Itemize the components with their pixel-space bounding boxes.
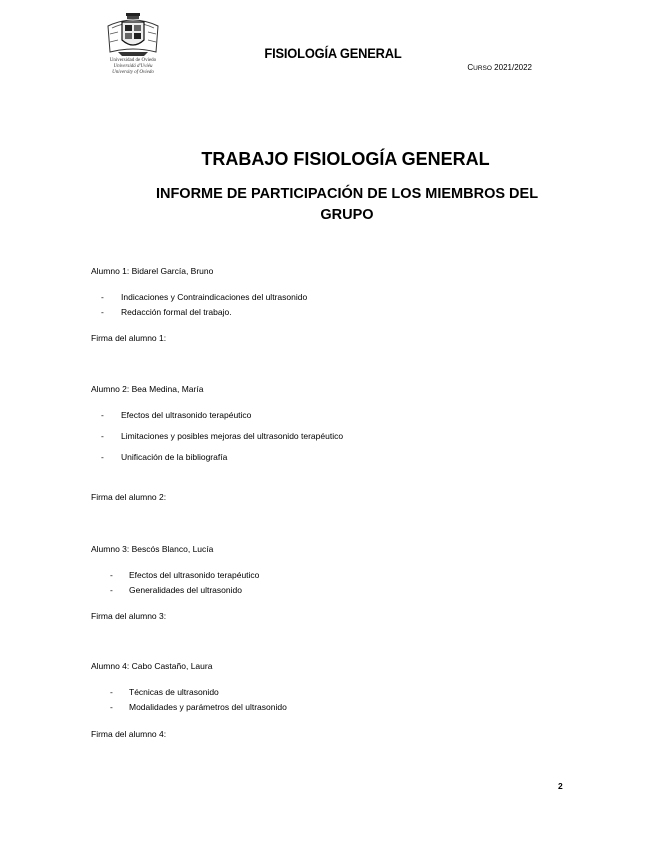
bullet-dash: -: [110, 687, 113, 697]
student-label: Alumno 3: Bescós Blanco, Lucía: [91, 544, 214, 554]
page-number: 2: [558, 781, 563, 791]
bullet-dash: -: [110, 585, 113, 595]
task-item: Efectos del ultrasonido terapéutico: [121, 410, 252, 420]
bullet-dash: -: [101, 307, 104, 317]
task-item: Indicaciones y Contraindicaciones del ultrasonido: [121, 292, 308, 302]
signature-label: Firma del alumno 4:: [91, 729, 167, 739]
task-item: Técnicas de ultrasonido: [129, 687, 219, 697]
signature-label: Firma del alumno 2:: [91, 492, 167, 502]
bullet-dash: -: [101, 452, 104, 462]
document-subtitle: [137, 184, 557, 226]
student-label: Alumno 4: Cabo Castaño, Laura: [91, 661, 213, 671]
student-label: Alumno 1: Bidarel García, Bruno: [91, 266, 214, 276]
logo-caption-line: University of Oviedo: [112, 70, 154, 75]
course-prefix: C: [467, 63, 474, 72]
bullet-dash: -: [110, 702, 113, 712]
document-title: TRABAJO FISIOLOGÍA GENERAL: [201, 149, 490, 169]
task-item: Efectos del ultrasonido terapéutico: [129, 570, 260, 580]
subtitle-line-2: GRUPO: [320, 207, 374, 223]
course-label: [467, 63, 532, 72]
bullet-dash: -: [101, 410, 104, 420]
course-small-caps: URSO: [473, 65, 492, 72]
bullet-dash: -: [101, 292, 104, 302]
bullet-dash: -: [101, 431, 104, 441]
course-year: 2021/2022: [491, 63, 532, 72]
student-label: Alumno 2: Bea Medina, María: [91, 384, 204, 394]
task-item: Redacción formal del trabajo.: [121, 307, 232, 317]
logo-caption-line: Universidá d'Uviéu: [113, 64, 153, 69]
logo-caption-line: Universidad de Oviedo: [109, 58, 157, 63]
task-item: Limitaciones y posibles mejoras del ultrasonido terapéutico: [121, 431, 344, 441]
subtitle-line-1: INFORME DE PARTICIPACIÓN DE LOS MIEMBROS DEL: [155, 186, 539, 202]
signature-label: Firma del alumno 3:: [91, 611, 167, 621]
header-title: FISIOLOGÍA GENERAL: [264, 45, 402, 61]
task-item: Generalidades del ultrasonido: [129, 585, 242, 595]
signature-label: Firma del alumno 1:: [91, 333, 167, 343]
task-item: Modalidades y parámetros del ultrasonido: [129, 702, 287, 712]
task-item: Unificación de la bibliografía: [121, 452, 228, 462]
bullet-dash: -: [110, 570, 113, 580]
